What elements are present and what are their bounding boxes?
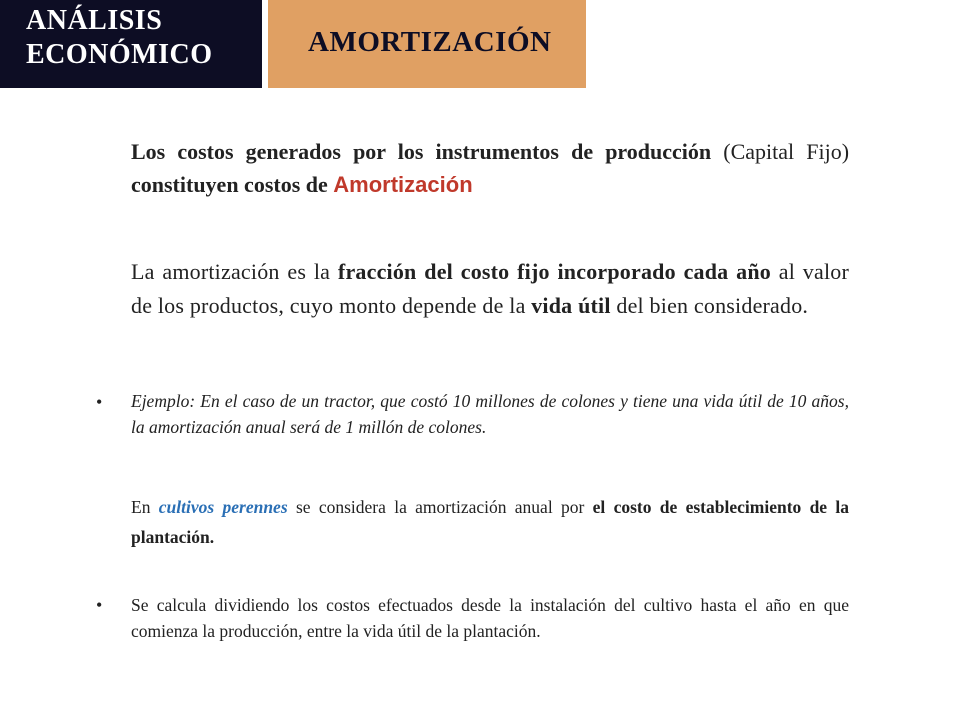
perennial-text-1: En xyxy=(131,497,151,517)
topic-title: AMORTIZACIÓN xyxy=(308,26,552,58)
perennial-text-4: el costo de establecimiento de la plantación. xyxy=(131,497,849,547)
definition-paragraph xyxy=(131,255,849,323)
perennial-paragraph xyxy=(131,492,849,552)
definition-text-1: La amortización es la xyxy=(131,259,331,284)
definition-text-2: fracción del costo fijo incorporado cada año xyxy=(337,259,771,284)
section-title-line1: ANÁLISIS xyxy=(26,5,163,36)
intro-text-1: Los costos generados por los instrumentos de producción xyxy=(131,139,712,164)
definition-text-5: del bien considerado. xyxy=(616,293,809,318)
topic-title-box xyxy=(268,0,586,88)
bullet-marker: • xyxy=(96,392,103,412)
section-title-line2: ECONÓMICO xyxy=(26,39,213,70)
calculation-paragraph: Se calcula dividiendo los costos efectuados desde la instalación del cultivo hasta el año en que comienza la producción, entre la vida útil de la plantación. xyxy=(131,595,849,641)
perennial-highlight: cultivos perennes xyxy=(158,497,288,517)
definition-text-4: vida útil xyxy=(531,293,611,318)
intro-paragraph xyxy=(131,135,849,201)
perennial-text-3: se considera la amortización anual por xyxy=(295,497,585,517)
definition-text-3: al valor de los productos, cuyo monto depende de la xyxy=(131,259,849,318)
section-title-box xyxy=(0,0,262,88)
bullet-marker: • xyxy=(96,595,103,615)
example-paragraph: Ejemplo: En el caso de un tractor, que costó 10 millones de colones y tiene una vida útil de 10 años, la amortización anual será de 1 millón de colones. xyxy=(131,391,849,437)
intro-text-3: constituyen costos de xyxy=(131,172,328,197)
intro-highlight: Amortización xyxy=(333,172,473,197)
intro-text-2: (Capital Fijo) xyxy=(723,139,850,164)
